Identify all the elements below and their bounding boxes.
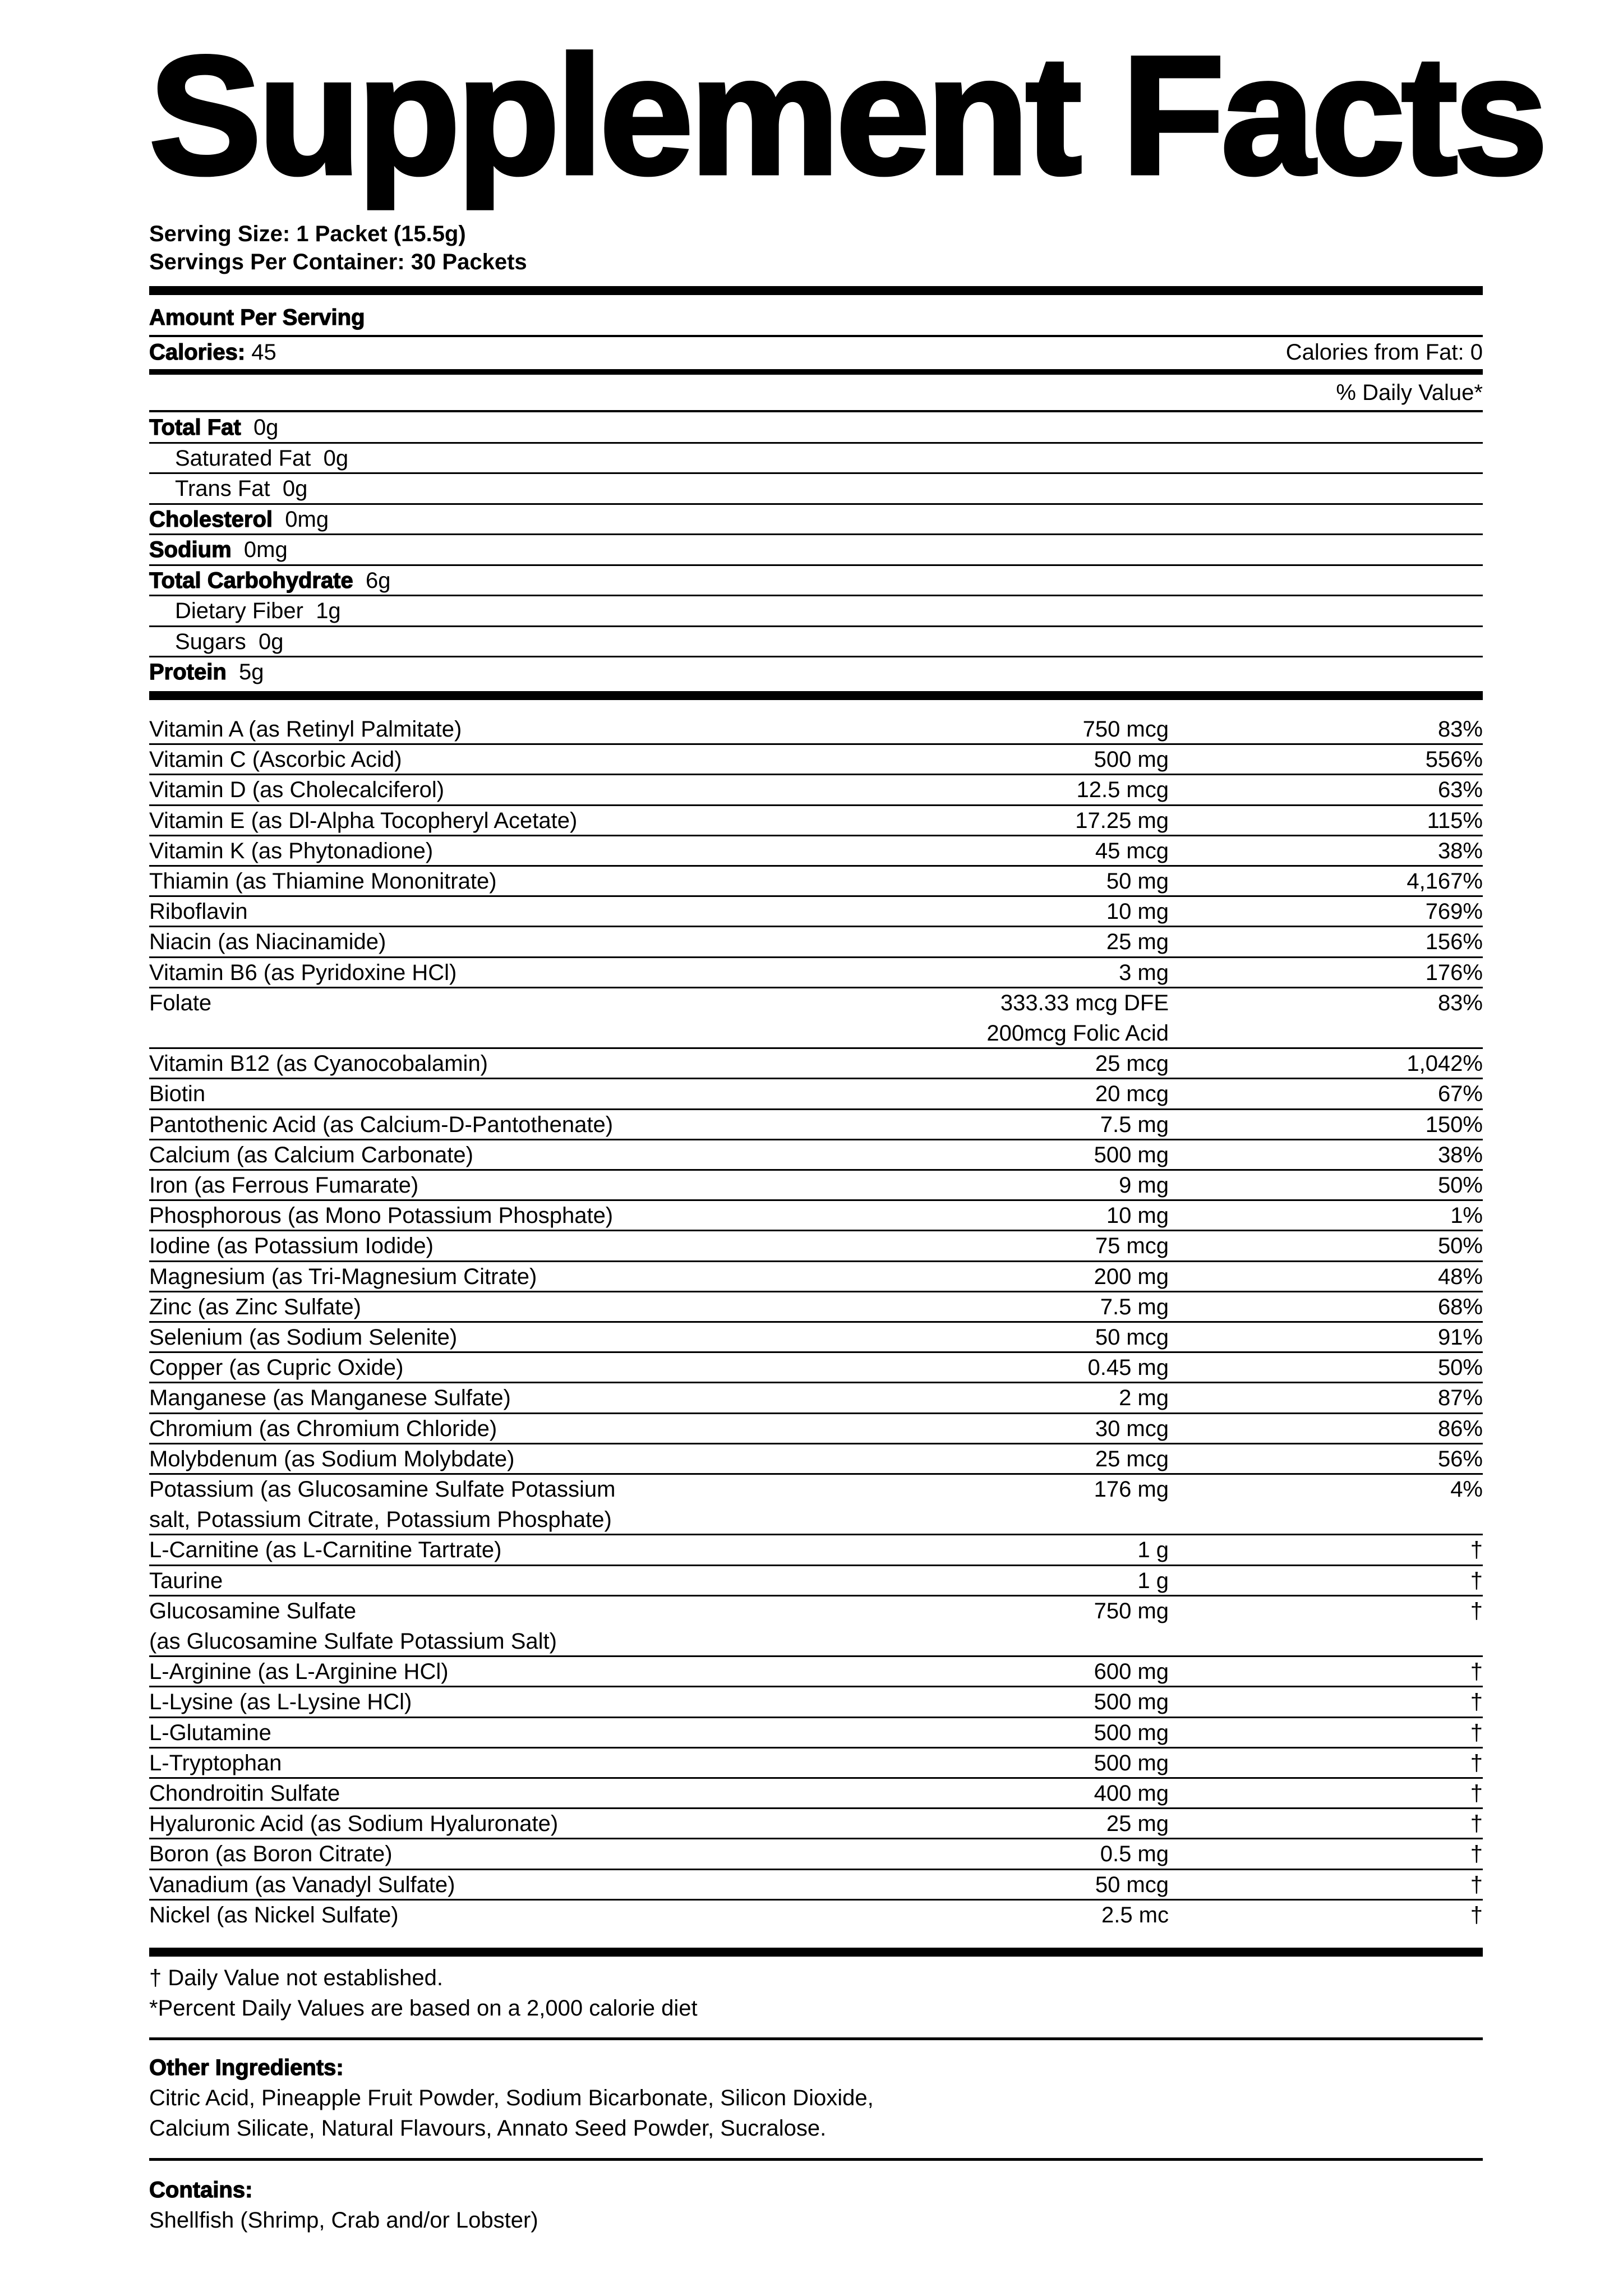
nutrient-row: [149, 627, 1483, 656]
vitamin-amount: 10 mg: [1106, 1203, 1169, 1228]
divider: [149, 410, 1483, 412]
vitamin-name: Vitamin B6 (as Pyridoxine HCl): [149, 960, 457, 985]
vitamin-row: [149, 1444, 1483, 1475]
nutrient-value: 0mg: [243, 537, 288, 562]
vitamin-amount: 12.5 mcg: [1076, 777, 1169, 803]
vitamin-daily-value: 50%: [1437, 1234, 1483, 1259]
daily-value-header: % Daily Value*: [1336, 380, 1483, 405]
vitamin-daily-value: 68%: [1437, 1294, 1483, 1319]
vitamin-name: Manganese (as Manganese Sulfate): [149, 1386, 511, 1411]
vitamin-row: [149, 958, 1483, 988]
vitamin-row: [149, 1718, 1483, 1749]
vitamin-row: [149, 1353, 1483, 1383]
amount-per-serving-row: [149, 303, 1483, 332]
vitamin-amount: 2.5 mc: [1101, 1902, 1169, 1927]
nutrient-row: [149, 657, 1483, 687]
vitamin-daily-value: 48%: [1437, 1264, 1483, 1289]
vitamin-row: [149, 927, 1483, 958]
vitamin-amount: 3 mg: [1119, 960, 1169, 985]
other-ingredients-heading: Other Ingredients:: [149, 2055, 344, 2080]
vitamin-name: Vitamin D (as Cholecalciferol): [149, 777, 445, 803]
vitamin-name: L-Lysine (as L-Lysine HCl): [149, 1690, 412, 1715]
vitamin-row: [149, 1171, 1483, 1201]
vitamin-name: Boron (as Boron Citrate): [149, 1842, 393, 1867]
nutrient-value: 5g: [239, 660, 264, 684]
vitamin-daily-value: 83%: [1437, 990, 1483, 1015]
nutrient-row: [149, 474, 1483, 503]
vitamin-name: Magnesium (as Tri-Magnesium Citrate): [149, 1264, 537, 1289]
vitamin-name: Potassium (as Glucosamine Sulfate Potassium: [149, 1477, 616, 1502]
vitamin-amount: 500 mg: [1094, 1750, 1169, 1775]
vitamin-row: [149, 1901, 1483, 1931]
vitamin-amount: 30 mcg: [1095, 1416, 1169, 1441]
vitamin-name: Riboflavin: [149, 899, 248, 924]
vitamin-amount: 176 mg: [1094, 1477, 1169, 1502]
nutrient-row: [149, 596, 1483, 625]
vitamin-daily-value: †: [1470, 1781, 1483, 1806]
vitamin-name: Thiamin (as Thiamine Mononitrate): [149, 869, 497, 894]
vitamin-daily-value: 67%: [1437, 1082, 1483, 1107]
nutrient-value: 1g: [316, 599, 341, 623]
vitamin-amount: 25 mg: [1106, 930, 1169, 955]
vitamin-name: Folate: [149, 990, 212, 1015]
vitamin-daily-value: 56%: [1437, 1446, 1483, 1471]
vitamin-daily-value: 50%: [1437, 1173, 1483, 1198]
vitamin-row: [149, 1201, 1483, 1231]
contains-heading: Contains:: [149, 2178, 253, 2202]
nutrient-label: Dietary Fiber: [175, 599, 303, 623]
vitamin-row: [149, 1140, 1483, 1171]
nutrient-value: 6g: [365, 568, 391, 593]
calories-value: 45: [251, 340, 276, 365]
other-ingredients-line-2: Calcium Silicate, Natural Flavours, Annato Seed Powder, Sucralose.: [149, 2116, 827, 2141]
vitamin-daily-value: †: [1470, 1690, 1483, 1715]
vitamin-row: [149, 1596, 1483, 1657]
vitamin-amount: 10 mg: [1106, 899, 1169, 924]
thick-divider: [149, 286, 1483, 295]
vitamin-name: L-Tryptophan: [149, 1750, 282, 1775]
vitamin-row: [149, 836, 1483, 867]
vitamin-daily-value: 1,042%: [1407, 1051, 1483, 1076]
vitamin-daily-value: 91%: [1437, 1325, 1483, 1350]
vitamin-name: Phosphorous (as Mono Potassium Phosphate): [149, 1203, 614, 1228]
vitamin-amount: 45 mcg: [1095, 838, 1169, 863]
vitamin-row: [149, 1475, 1483, 1535]
vitamin-daily-value: 769%: [1425, 899, 1483, 924]
vitamin-daily-value: 38%: [1437, 838, 1483, 863]
vitamin-amount: 333.33 mcg DFE: [1000, 990, 1169, 1015]
vitamin-daily-value: †: [1470, 1811, 1483, 1837]
vitamin-row: [149, 1049, 1483, 1079]
vitamin-amount: 600 mg: [1094, 1659, 1169, 1685]
vitamin-name: L-Glutamine: [149, 1720, 271, 1745]
thick-divider: [149, 691, 1483, 700]
vitamin-row: [149, 988, 1483, 1049]
vitamin-name: Iron (as Ferrous Fumarate): [149, 1173, 419, 1198]
nutrient-value: 0g: [282, 476, 308, 501]
vitamin-row: [149, 1566, 1483, 1596]
other-ingredients-line-1: Citric Acid, Pineapple Fruit Powder, Sodium Bicarbonate, Silicon Dioxide,: [149, 2086, 874, 2110]
vitamin-amount: 0.5 mg: [1100, 1842, 1169, 1867]
vitamin-name: Vitamin C (Ascorbic Acid): [149, 747, 402, 772]
vitamin-daily-value: 150%: [1425, 1112, 1483, 1137]
vitamin-name: Pantothenic Acid (as Calcium-D-Pantothenate): [149, 1112, 614, 1137]
vitamin-daily-value: †: [1470, 1902, 1483, 1927]
vitamin-row: [149, 1657, 1483, 1687]
calories-label: Calories:: [149, 340, 246, 365]
vitamin-name: Niacin (as Niacinamide): [149, 930, 386, 955]
nutrient-row: [149, 535, 1483, 564]
nutrient-label: Total Fat: [149, 415, 241, 440]
vitamin-daily-value: 50%: [1437, 1355, 1483, 1381]
vitamin-row: [149, 1383, 1483, 1414]
vitamin-name-continued: salt, Potassium Citrate, Potassium Phosphate): [149, 1507, 612, 1533]
vitamin-amount: 0.45 mg: [1087, 1355, 1169, 1381]
divider: [149, 369, 1483, 375]
vitamin-amount: 20 mcg: [1095, 1082, 1169, 1107]
vitamin-amount-secondary: 200mcg Folic Acid: [986, 1020, 1169, 1046]
vitamin-row: [149, 806, 1483, 836]
vitamin-amount: 500 mg: [1094, 1690, 1169, 1715]
vitamin-name: Selenium (as Sodium Selenite): [149, 1325, 458, 1350]
vitamin-name: Nickel (as Nickel Sulfate): [149, 1902, 399, 1927]
vitamin-daily-value: 4%: [1450, 1477, 1483, 1502]
vitamin-daily-value: †: [1470, 1872, 1483, 1897]
vitamin-amount: 25 mcg: [1095, 1051, 1169, 1076]
vitamin-amount: 50 mcg: [1095, 1872, 1169, 1897]
vitamin-daily-value: †: [1470, 1720, 1483, 1745]
vitamin-name: Vitamin E (as Dl-Alpha Tocopheryl Acetate): [149, 808, 578, 833]
vitamin-name: Glucosamine Sulfate: [149, 1598, 357, 1623]
vitamin-name: Vitamin A (as Retinyl Palmitate): [149, 717, 462, 742]
nutrient-value: 0g: [253, 415, 279, 440]
vitamin-daily-value: 86%: [1437, 1416, 1483, 1441]
vitamin-name: Vitamin B12 (as Cyanocobalamin): [149, 1051, 488, 1076]
calories-from-fat: Calories from Fat: 0: [1285, 340, 1483, 365]
vitamin-name: Vitamin K (as Phytonadione): [149, 838, 434, 863]
vitamin-amount: 500 mg: [1094, 747, 1169, 772]
serving-size: Serving Size: 1 Packet (15.5g): [149, 222, 466, 246]
vitamin-amount: 500 mg: [1094, 1720, 1169, 1745]
vitamin-daily-value: 156%: [1425, 930, 1483, 955]
divider: [149, 2037, 1483, 2040]
vitamin-daily-value: †: [1470, 1598, 1483, 1623]
vitamin-daily-value: †: [1470, 1538, 1483, 1563]
vitamin-amount: 750 mcg: [1082, 717, 1169, 742]
percent-footnote: *Percent Daily Values are based on a 2,000 calorie diet: [149, 1996, 698, 2021]
page-title: Supplement Facts: [149, 21, 1544, 209]
vitamin-daily-value: †: [1470, 1568, 1483, 1593]
vitamin-name: Calcium (as Calcium Carbonate): [149, 1142, 473, 1167]
contains-text: Shellfish (Shrimp, Crab and/or Lobster): [149, 2208, 538, 2233]
vitamin-row: [149, 1749, 1483, 1779]
vitamin-row: [149, 1323, 1483, 1353]
nutrient-label: Total Carbohydrate: [149, 568, 353, 593]
vitamin-row: [149, 715, 1483, 745]
serving-info: [149, 220, 527, 276]
vitamin-row: [149, 745, 1483, 775]
vitamin-amount: 50 mg: [1106, 869, 1169, 894]
vitamin-daily-value: 38%: [1437, 1142, 1483, 1167]
amount-per-serving: Amount Per Serving: [149, 305, 365, 330]
vitamin-row: [149, 1779, 1483, 1809]
vitamin-row: [149, 1687, 1483, 1718]
vitamin-row: [149, 867, 1483, 897]
vitamin-name: Biotin: [149, 1082, 206, 1107]
vitamin-daily-value: 63%: [1437, 777, 1483, 803]
vitamin-name: L-Arginine (as L-Arginine HCl): [149, 1659, 449, 1685]
nutrient-label: Saturated Fat: [175, 445, 311, 471]
nutrient-label: Trans Fat: [175, 476, 270, 501]
vitamin-name: L-Carnitine (as L-Carnitine Tartrate): [149, 1538, 502, 1563]
thick-divider: [149, 1948, 1483, 1957]
vitamin-daily-value: 176%: [1425, 960, 1483, 985]
vitamin-daily-value: †: [1470, 1750, 1483, 1775]
vitamin-row: [149, 1079, 1483, 1110]
vitamin-daily-value: †: [1470, 1659, 1483, 1685]
divider: [149, 2158, 1483, 2161]
servings-per-container: Servings Per Container: 30 Packets: [149, 250, 527, 274]
vitamin-amount: 25 mcg: [1095, 1446, 1169, 1471]
vitamin-row: [149, 775, 1483, 806]
vitamin-row: [149, 1292, 1483, 1323]
vitamin-name: Hyaluronic Acid (as Sodium Hyaluronate): [149, 1811, 559, 1837]
vitamin-row: [149, 1870, 1483, 1901]
nutrient-row: [149, 505, 1483, 534]
vitamin-amount: 500 mg: [1094, 1142, 1169, 1167]
vitamin-daily-value: 87%: [1437, 1386, 1483, 1411]
vitamin-daily-value: †: [1470, 1842, 1483, 1867]
vitamin-row: [149, 897, 1483, 927]
nutrient-label: Sugars: [175, 629, 246, 654]
vitamin-row: [149, 1262, 1483, 1292]
vitamin-name: Iodine (as Potassium Iodide): [149, 1234, 434, 1259]
vitamin-amount: 17.25 mg: [1075, 808, 1169, 833]
vitamin-row: [149, 1110, 1483, 1140]
vitamin-daily-value: 556%: [1425, 747, 1483, 772]
nutrient-row: [149, 566, 1483, 595]
vitamin-amount: 7.5 mg: [1100, 1294, 1169, 1319]
nutrient-label: Cholesterol: [149, 507, 273, 532]
calories-row: [149, 338, 1483, 367]
vitamin-amount: 75 mcg: [1095, 1234, 1169, 1259]
vitamin-name: Chromium (as Chromium Chloride): [149, 1416, 497, 1441]
vitamin-name: Molybdenum (as Sodium Molybdate): [149, 1446, 515, 1471]
nutrient-row: [149, 413, 1483, 442]
vitamin-name: Chondroitin Sulfate: [149, 1781, 340, 1806]
vitamin-row: [149, 1535, 1483, 1566]
vitamin-amount: 25 mg: [1106, 1811, 1169, 1837]
vitamin-name: Vanadium (as Vanadyl Sulfate): [149, 1872, 455, 1897]
daily-value-header-row: [149, 378, 1483, 407]
vitamin-row: [149, 1231, 1483, 1262]
vitamin-name-continued: (as Glucosamine Sulfate Potassium Salt): [149, 1628, 557, 1654]
vitamin-row: [149, 1414, 1483, 1444]
vitamin-daily-value: 83%: [1437, 717, 1483, 742]
vitamin-amount: 1 g: [1137, 1538, 1169, 1563]
vitamin-row: [149, 1809, 1483, 1839]
vitamin-name: Copper (as Cupric Oxide): [149, 1355, 404, 1381]
nutrient-value: 0mg: [285, 507, 329, 532]
vitamin-name: Taurine: [149, 1568, 223, 1593]
vitamin-amount: 400 mg: [1094, 1781, 1169, 1806]
nutrient-label: Protein: [149, 660, 227, 684]
dagger-footnote: † Daily Value not established.: [149, 1966, 444, 1990]
vitamin-amount: 9 mg: [1119, 1173, 1169, 1198]
vitamin-daily-value: 1%: [1450, 1203, 1483, 1228]
nutrient-label: Sodium: [149, 537, 232, 562]
vitamin-amount: 50 mcg: [1095, 1325, 1169, 1350]
vitamin-name: Zinc (as Zinc Sulfate): [149, 1294, 361, 1319]
vitamin-amount: 200 mg: [1094, 1264, 1169, 1289]
nutrient-row: [149, 444, 1483, 473]
vitamin-row: [149, 1839, 1483, 1870]
vitamin-amount: 7.5 mg: [1100, 1112, 1169, 1137]
nutrient-value: 0g: [323, 445, 349, 471]
vitamin-amount: 2 mg: [1119, 1386, 1169, 1411]
vitamin-amount: 1 g: [1137, 1568, 1169, 1593]
vitamin-daily-value: 4,167%: [1407, 869, 1483, 894]
nutrient-value: 0g: [258, 629, 284, 654]
vitamin-amount: 750 mg: [1094, 1598, 1169, 1623]
divider: [149, 335, 1483, 337]
vitamin-daily-value: 115%: [1427, 808, 1483, 833]
